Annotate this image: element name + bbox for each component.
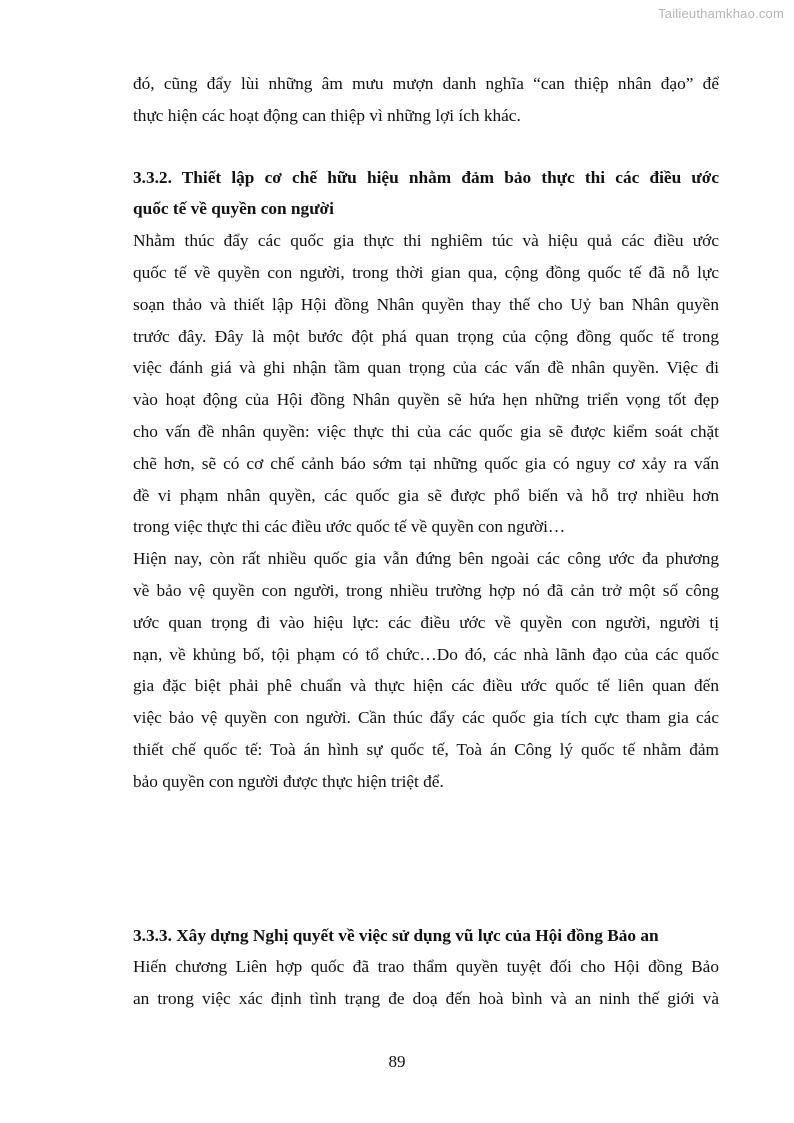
section-332-paragraph-1 xyxy=(133,225,719,543)
text-line: cho vấn đề nhân quyền: việc thực thi của các quốc gia sẽ được kiểm soát chặt xyxy=(133,421,719,441)
section-333-paragraph-1 xyxy=(133,951,719,1015)
text-line: nạn, về khủng bố, tội phạm có tổ chức…Do đó, các nhà lãnh đạo của các quốc xyxy=(133,644,719,664)
text-line: về bảo vệ quyền con người, trong nhiều trường hợp nó đã cản trở một số công xyxy=(133,580,719,600)
heading-line: 3.3.3. Xây dựng Nghị quyết về việc sử dụng vũ lực của Hội đồng Bảo an xyxy=(133,925,659,945)
text-line: đó, cũng đẩy lùi những âm mưu mượn danh nghĩa “can thiệp nhân đạo” để xyxy=(133,74,719,93)
text-line: thiết chế quốc tế: Toà án hình sự quốc tế, Toà án Công lý quốc tế nhằm đảm xyxy=(133,739,719,759)
intro-paragraph xyxy=(133,68,719,132)
heading-line: quốc tế về quyền con người xyxy=(133,199,334,219)
text-line: chẽ hơn, sẽ có cơ chế cảnh báo sớm tại những quốc gia có nguy cơ xảy ra vấn xyxy=(133,453,719,473)
text-line: gia đặc biệt phải phê chuẩn và thực hiện các điều ước quốc tế liên quan đến xyxy=(133,676,719,696)
text-line: Hiến chương Liên hợp quốc đã trao thẩm quyền tuyệt đối cho Hội đồng Bảo xyxy=(133,957,719,977)
heading-line: 3.3.2. Thiết lập cơ chế hữu hiệu nhằm đảm bảo thực thi các điều ước xyxy=(133,167,719,187)
text-line: quốc tế về quyền con người, trong thời gian qua, cộng đồng quốc tế đã nỗ lực xyxy=(133,262,719,282)
text-line: ước quan trọng đi vào hiệu lực: các điều ước về quyền con người, người tị xyxy=(133,612,719,632)
text-line: việc đánh giá và ghi nhận tầm quan trọng của các vấn đề nhân quyền. Việc đi xyxy=(133,358,719,378)
text-line: an trong việc xác định tình trạng đe doạ đến hoà bình và an ninh thế giới và xyxy=(133,989,719,1009)
text-line: đề vi phạm nhân quyền, các quốc gia sẽ được phổ biến và hỗ trợ nhiều hơn xyxy=(133,485,719,505)
text-line: soạn thảo và thiết lập Hội đồng Nhân quyền thay thế cho Uỷ ban Nhân quyền xyxy=(133,294,719,314)
text-line: Hiện nay, còn rất nhiều quốc gia vẫn đứng bên ngoài các công ước đa phương xyxy=(133,549,719,569)
text-line: việc bảo vệ quyền con người. Cần thúc đẩy các quốc gia tích cực tham gia các xyxy=(133,708,719,728)
watermark: Tailieuthamkhao.com xyxy=(658,6,784,21)
text-line: vào hoạt động của Hội đồng Nhân quyền sẽ hứa hẹn những triển vọng tốt đẹp xyxy=(133,390,719,410)
page-number: 89 xyxy=(388,1052,406,1071)
page-content xyxy=(133,68,719,1015)
text-line: trong việc thực thi các điều ước quốc tế về quyền con người… xyxy=(133,517,566,537)
text-line: thực hiện các hoạt động can thiệp vì những lợi ích khác. xyxy=(133,105,521,125)
text-line: trước đây. Đây là một bước đột phá quan trọng của cộng đồng quốc tế trong xyxy=(133,326,719,346)
text-line: bảo quyền con người được thực hiện triệt để. xyxy=(133,771,444,791)
section-heading-332 xyxy=(133,162,719,226)
text-line: Nhằm thúc đẩy các quốc gia thực thi nghiêm túc và hiệu quả các điều ước xyxy=(133,231,719,251)
section-heading-333 xyxy=(133,920,719,952)
section-332-paragraph-2 xyxy=(133,543,719,797)
